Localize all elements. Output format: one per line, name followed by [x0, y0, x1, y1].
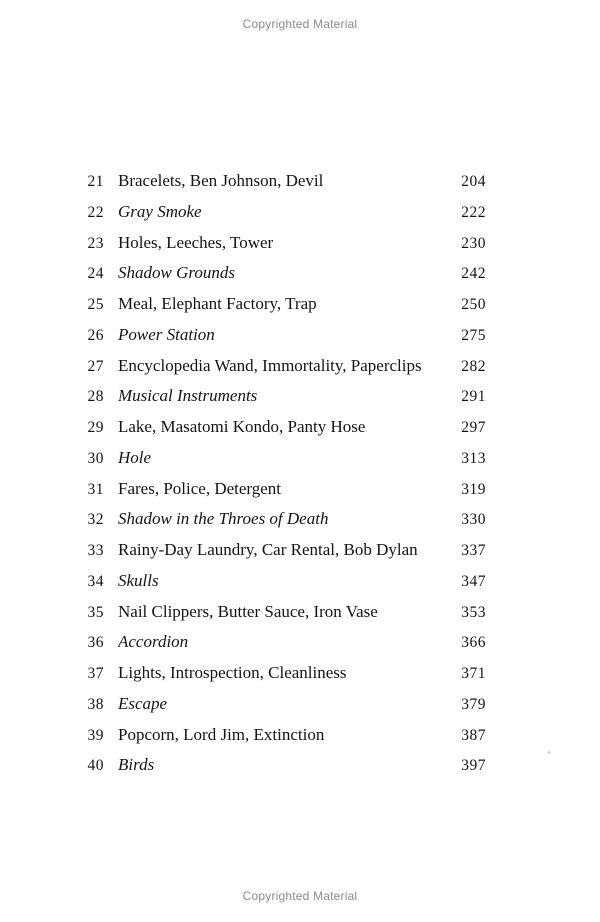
copyright-footer: Copyrighted Material — [242, 889, 358, 903]
toc-row — [80, 566, 486, 597]
page-number: 319 — [461, 480, 486, 498]
chapter-title: Bracelets, Ben Johnson, Devil — [118, 171, 324, 190]
chapter-title: Holes, Leeches, Tower — [118, 232, 274, 252]
chapter-title: Escape — [118, 693, 168, 713]
chapter-number: 39 — [87, 726, 104, 744]
chapter-number: 24 — [87, 265, 104, 283]
chapter-title: Encyclopedia Wand, Immortality, Paperclips — [118, 355, 422, 375]
chapter-number: 33 — [87, 542, 104, 559]
toc-row — [80, 627, 486, 658]
chapter-number: 35 — [87, 603, 104, 621]
chapter-number: 38 — [87, 695, 104, 713]
chapter-number: 32 — [87, 511, 104, 529]
chapter-number: 21 — [87, 173, 104, 190]
page-number: 297 — [461, 419, 486, 436]
chapter-number: 23 — [87, 234, 104, 252]
page-number: 353 — [461, 603, 486, 621]
page-number: 282 — [461, 357, 486, 375]
page-number: 222 — [461, 203, 486, 221]
toc-row — [80, 720, 486, 751]
chapter-number: 30 — [87, 449, 104, 467]
chapter-number: 37 — [87, 665, 104, 682]
page-number: 337 — [461, 542, 486, 559]
chapter-number: 27 — [87, 357, 104, 375]
chapter-number: 31 — [87, 480, 104, 498]
page-number: 313 — [461, 449, 486, 467]
toc-row — [80, 381, 486, 412]
chapter-title: Shadow Grounds — [118, 263, 235, 283]
chapter-number: 28 — [87, 388, 104, 406]
page-number: 347 — [461, 572, 486, 590]
toc-row — [80, 412, 486, 443]
chapter-title: Power Station — [118, 324, 215, 344]
page-number: 230 — [461, 234, 486, 252]
chapter-title: Meal, Elephant Factory, Trap — [118, 294, 317, 313]
page-number: 250 — [461, 296, 486, 313]
toc-row — [80, 228, 486, 259]
chapter-title: Rainy-Day Laundry, Car Rental, Bob Dylan — [118, 540, 418, 559]
page-number: 397 — [461, 757, 486, 775]
toc-row — [80, 351, 486, 382]
toc-row — [80, 166, 486, 197]
toc-list — [80, 166, 486, 781]
scan-artifact — [547, 751, 551, 754]
page-number: 275 — [461, 326, 486, 344]
chapter-number: 25 — [87, 296, 104, 313]
chapter-title: Hole — [118, 447, 152, 467]
toc-row — [80, 597, 486, 628]
toc-row — [80, 289, 486, 320]
page-number: 366 — [461, 634, 486, 652]
page-number: 204 — [461, 173, 486, 190]
chapter-title: Gray Smoke — [118, 201, 202, 221]
chapter-title: Nail Clippers, Butter Sauce, Iron Vase — [118, 601, 378, 621]
toc-row — [80, 197, 486, 228]
chapter-number: 34 — [87, 572, 104, 590]
page-number: 242 — [461, 265, 486, 283]
chapter-title: Birds — [118, 755, 155, 775]
toc-row — [80, 535, 486, 566]
copyright-header: Copyrighted Material — [242, 17, 358, 31]
chapter-title: Lake, Masatomi Kondo, Panty Hose — [118, 417, 366, 436]
page-number: 379 — [461, 695, 486, 713]
toc-row — [80, 474, 486, 505]
chapter-number: 22 — [87, 203, 104, 221]
chapter-number: 40 — [87, 757, 104, 775]
page-number: 291 — [461, 388, 486, 406]
toc-row — [80, 443, 486, 474]
chapter-number: 26 — [87, 326, 104, 344]
chapter-number: 36 — [87, 634, 104, 652]
chapter-title: Skulls — [118, 570, 159, 590]
toc-row — [80, 658, 486, 689]
toc-row — [80, 689, 486, 720]
chapter-number: 29 — [87, 419, 104, 436]
toc-row — [80, 258, 486, 289]
toc-row — [80, 750, 486, 781]
toc-row — [80, 504, 486, 535]
chapter-title: Popcorn, Lord Jim, Extinction — [118, 724, 325, 744]
page-number: 330 — [461, 511, 486, 529]
page-number: 387 — [461, 726, 486, 744]
chapter-title: Lights, Introspection, Cleanliness — [118, 663, 347, 682]
chapter-title: Musical Instruments — [118, 386, 258, 406]
chapter-title: Accordion — [118, 632, 189, 652]
chapter-title: Fares, Police, Detergent — [118, 478, 282, 498]
chapter-title: Shadow in the Throes of Death — [118, 509, 329, 529]
toc-row — [80, 320, 486, 351]
page-number: 371 — [461, 665, 486, 682]
